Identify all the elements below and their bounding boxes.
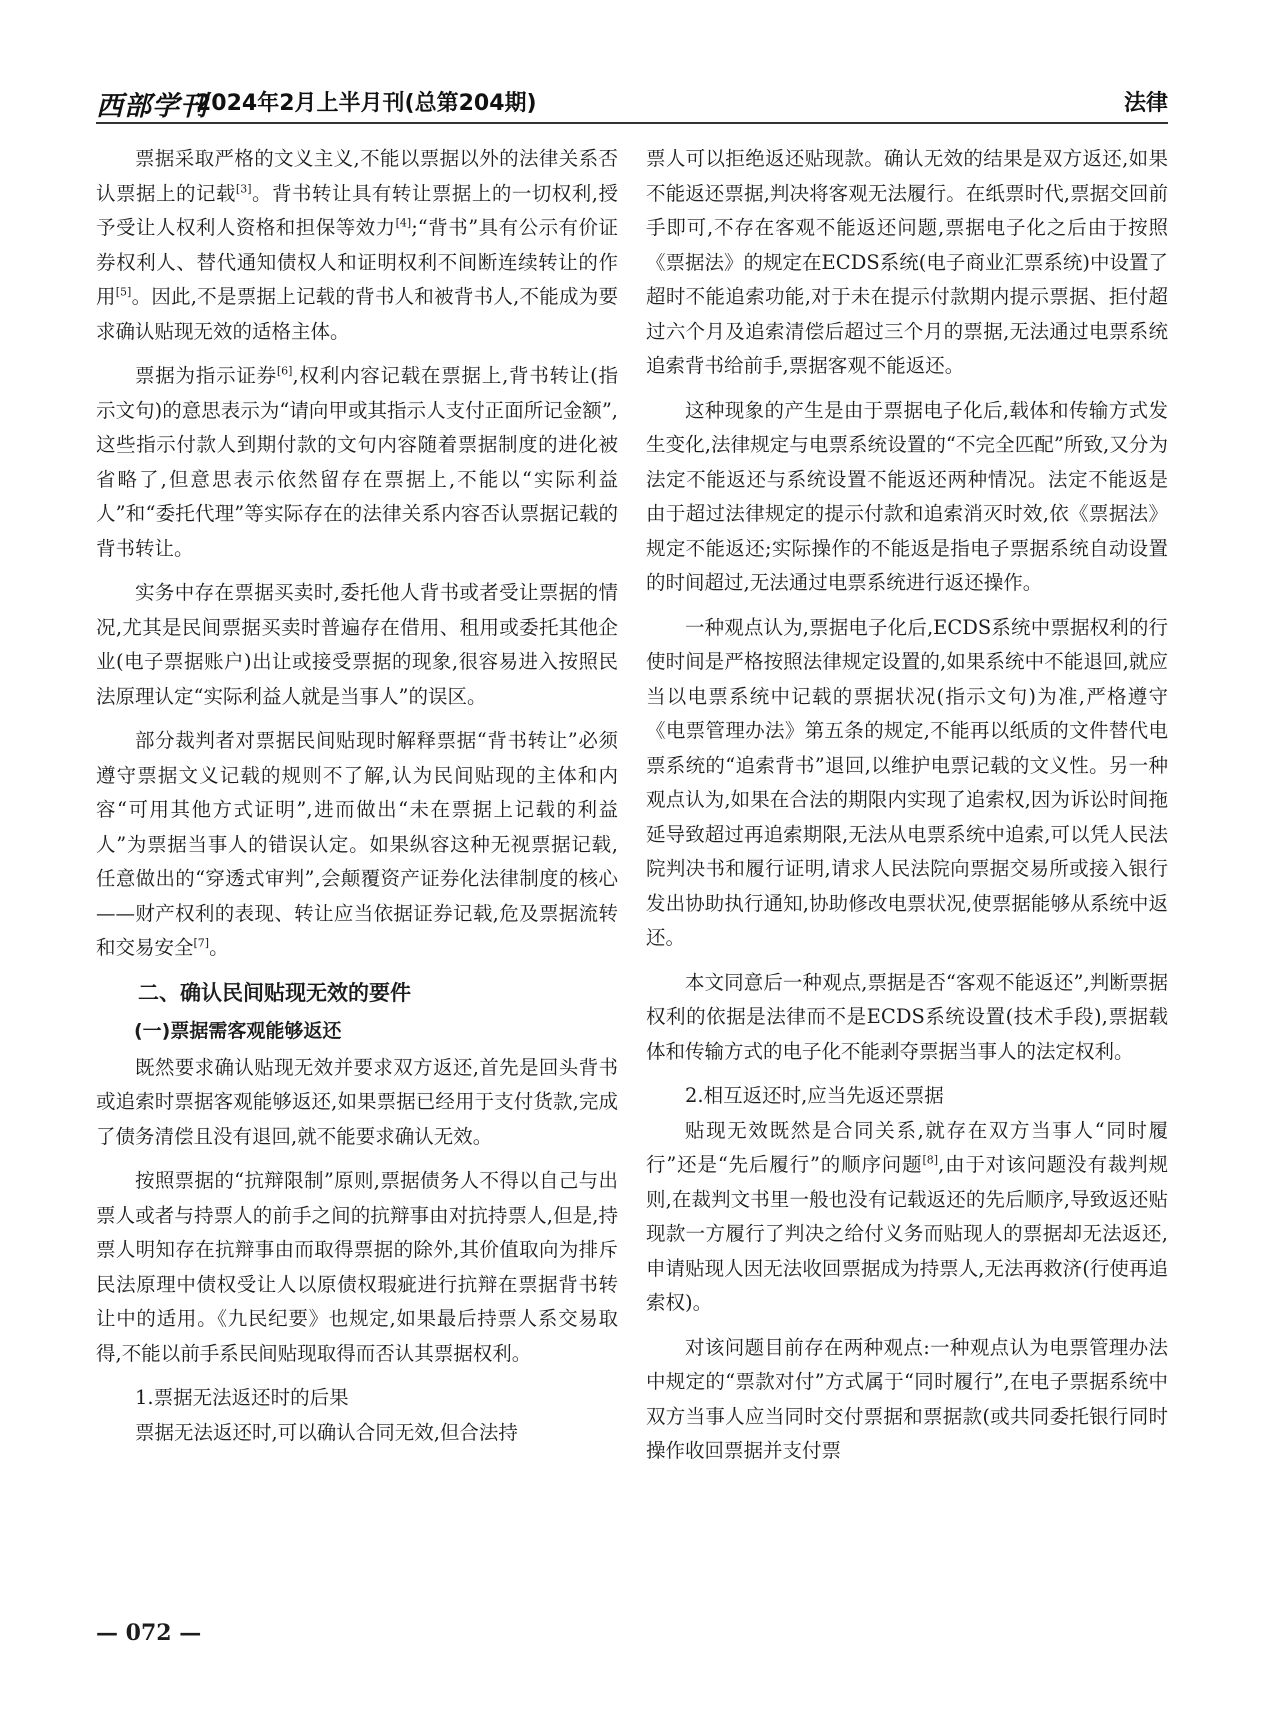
subsection-heading: (一)票据需客观能够返还 [134, 1020, 342, 1042]
issue-info: 2024年2月上半月刊(总第204期) [196, 91, 537, 116]
sub-subsection-heading: 1.票据无法返还时的后果 [135, 1386, 349, 1409]
section-heading: 二、确认民间贴现无效的要件 [138, 980, 411, 1005]
sub-subsection-heading: 2.相互返还时,应当先返还票据 [685, 1084, 944, 1107]
paragraph: 贴现无效既然是合同关系,就存在双方当事人“同时履行”还是“先后履行”的顺序问题[8],由于对该问题没有裁判规则,在裁判文书里一般也没有记载返还的先后顺序,导致返还贴现款一方履行了判决之给付义务而贴现人的票据却无法返还,申请贴现人因无法收回票据成为持票人,无法再救济(行使再追索权)。 [646, 1118, 1168, 1314]
paragraph: 实务中存在票据买卖时,委托他人背书或者受让票据的情况,尤其是民间票据买卖时普遍存在借用、租用或委托其他企业(电子票据账户)出让或接受票据的现象,很容易进入按照民法原理认定“实际利益人就是当事人”的误区。 [96, 581, 618, 708]
citation: [7] [193, 936, 210, 950]
paragraph: 本文同意后一种观点,票据是否“客观不能返还”,判断票据权利的依据是法律而不是ECDS系统设置(技术手段),票据载体和传输方式的电子化不能剥夺票据当事人的法定权利。 [646, 970, 1168, 1063]
page-number: — 072 — [96, 1620, 202, 1646]
paragraph: 票据采取严格的文义主义,不能以票据以外的法律关系否认票据上的记载[3]。背书转让具有转让票据上的一切权利,授予受让人权利人资格和担保等效力[4];“背书”具有公示有价证券权利人、替代通知债权人和证明权利不间断连续转让的作用[5]。因此,不是票据上记载的背书人和被背书人,不能成为要求确认贴现无效的适格主体。 [96, 147, 618, 343]
citation: [5] [115, 285, 132, 299]
citation: [8] [922, 1153, 939, 1167]
paragraph: 票人可以拒绝返还贴现款。确认无效的结果是双方返还,如果不能返还票据,判决将客观无法履行。在纸票时代,票据交回前手即可,不存在客观不能返还问题,票据电子化之后由于按照《票据法》的规定在ECDS系统(电子商业汇票系统)中设置了超时不能追索功能,对于未在提示付款期内提示票据、拒付超过六个月及追索清偿后超过三个月的票据,无法通过电票系统追索背书给前手,票据客观不能返还。 [646, 147, 1168, 377]
citation: [4] [395, 216, 412, 230]
section-label: 法律 [1123, 91, 1168, 116]
journal-logo: 西部学刊 [96, 91, 208, 122]
paragraph: 对该问题目前存在两种观点:一种观点认为电票管理办法中规定的“票款对付”方式属于“同时履行”,在电子票据系统中双方当事人应当同时交付票据和票据款(或共同委托银行同时操作收回票据并支付票 [646, 1335, 1168, 1462]
paragraph: 这种现象的产生是由于票据电子化后,载体和传输方式发生变化,法律规定与电票系统设置的“不完全匹配”所致,又分为法定不能返还与系统设置不能返还两种情况。法定不能返是由于超过法律规定的提示付款和追索消灭时效,依《票据法》规定不能返还;实际操作的不能返是指电子票据系统自动设置的时间超过,无法通过电票系统进行返还操作。 [646, 398, 1168, 594]
paragraph: 票据无法返还时,可以确认合同无效,但合法持 [135, 1420, 518, 1444]
paragraph: 部分裁判者对票据民间贴现时解释票据“背书转让”必须遵守票据文义记载的规则不了解,认为民间贴现的主体和内容“可用其他方式证明”,进而做出“未在票据上记载的利益人”为票据当事人的错误认定。如果纵容这种无视票据记载,任意做出的“穿透式审判”,会颠覆资产证券化法律制度的核心——财产权利的表现、转让应当依据证券记载,危及票据流转和交易安全[7]。 [96, 729, 618, 959]
citation: [3] [235, 182, 252, 195]
citation: [6] [276, 364, 293, 378]
paragraph: 按照票据的“抗辩限制”原则,票据债务人不得以自己与出票人或者与持票人的前手之间的抗辩事由对抗持票人,但是,持票人明知存在抗辩事由而取得票据的除外,其价值取向为排斥民法原理中债权受让人以原债权瑕疵进行抗辩在票据背书转让中的适用。《九民纪要》也规定,如果最后持票人系交易取得,不能以前手系民间贴现取得而否认其票据权利。 [96, 1169, 618, 1365]
right-column [646, 142, 1168, 1469]
left-column [96, 142, 618, 1450]
header-rule [96, 122, 1168, 124]
paragraph: 票据为指示证券[6],权利内容记载在票据上,背书转让(指示文句)的意思表示为“请向甲或其指示人支付正面所记金额”,这些指示付款人到期付款的文句内容随着票据制度的进化被省略了,但意思表示依然留存在票据上,不能以“实际利益人”和“委托代理”等实际存在的法律关系内容否认票据记载的背书转让。 [96, 364, 618, 560]
paragraph: 既然要求确认贴现无效并要求双方返还,首先是回头背书或追索时票据客观能够返还,如果票据已经用于支付货款,完成了债务清偿且没有退回,就不能要求确认无效。 [96, 1055, 618, 1148]
page-header [96, 82, 1168, 122]
paragraph: 一种观点认为,票据电子化后,ECDS系统中票据权利的行使时间是严格按照法律规定设置的,如果系统中不能退回,就应当以电票系统中记载的票据状况(指示文句)为准,严格遵守《电票管理办法》第五条的规定,不能再以纸质的文件替代电票系统的“追索背书”退回,以维护电票记载的文义性。另一种观点认为,如果在合法的期限内实现了追索权,因为诉讼时间拖延导致超过再追索期限,无法从电票系统中追索,可以凭人民法院判决书和履行证明,请求人民法院向票据交易所或接入银行发出协助执行通知,协助修改电票状况,使票据能够从系统中返还。 [646, 615, 1168, 949]
